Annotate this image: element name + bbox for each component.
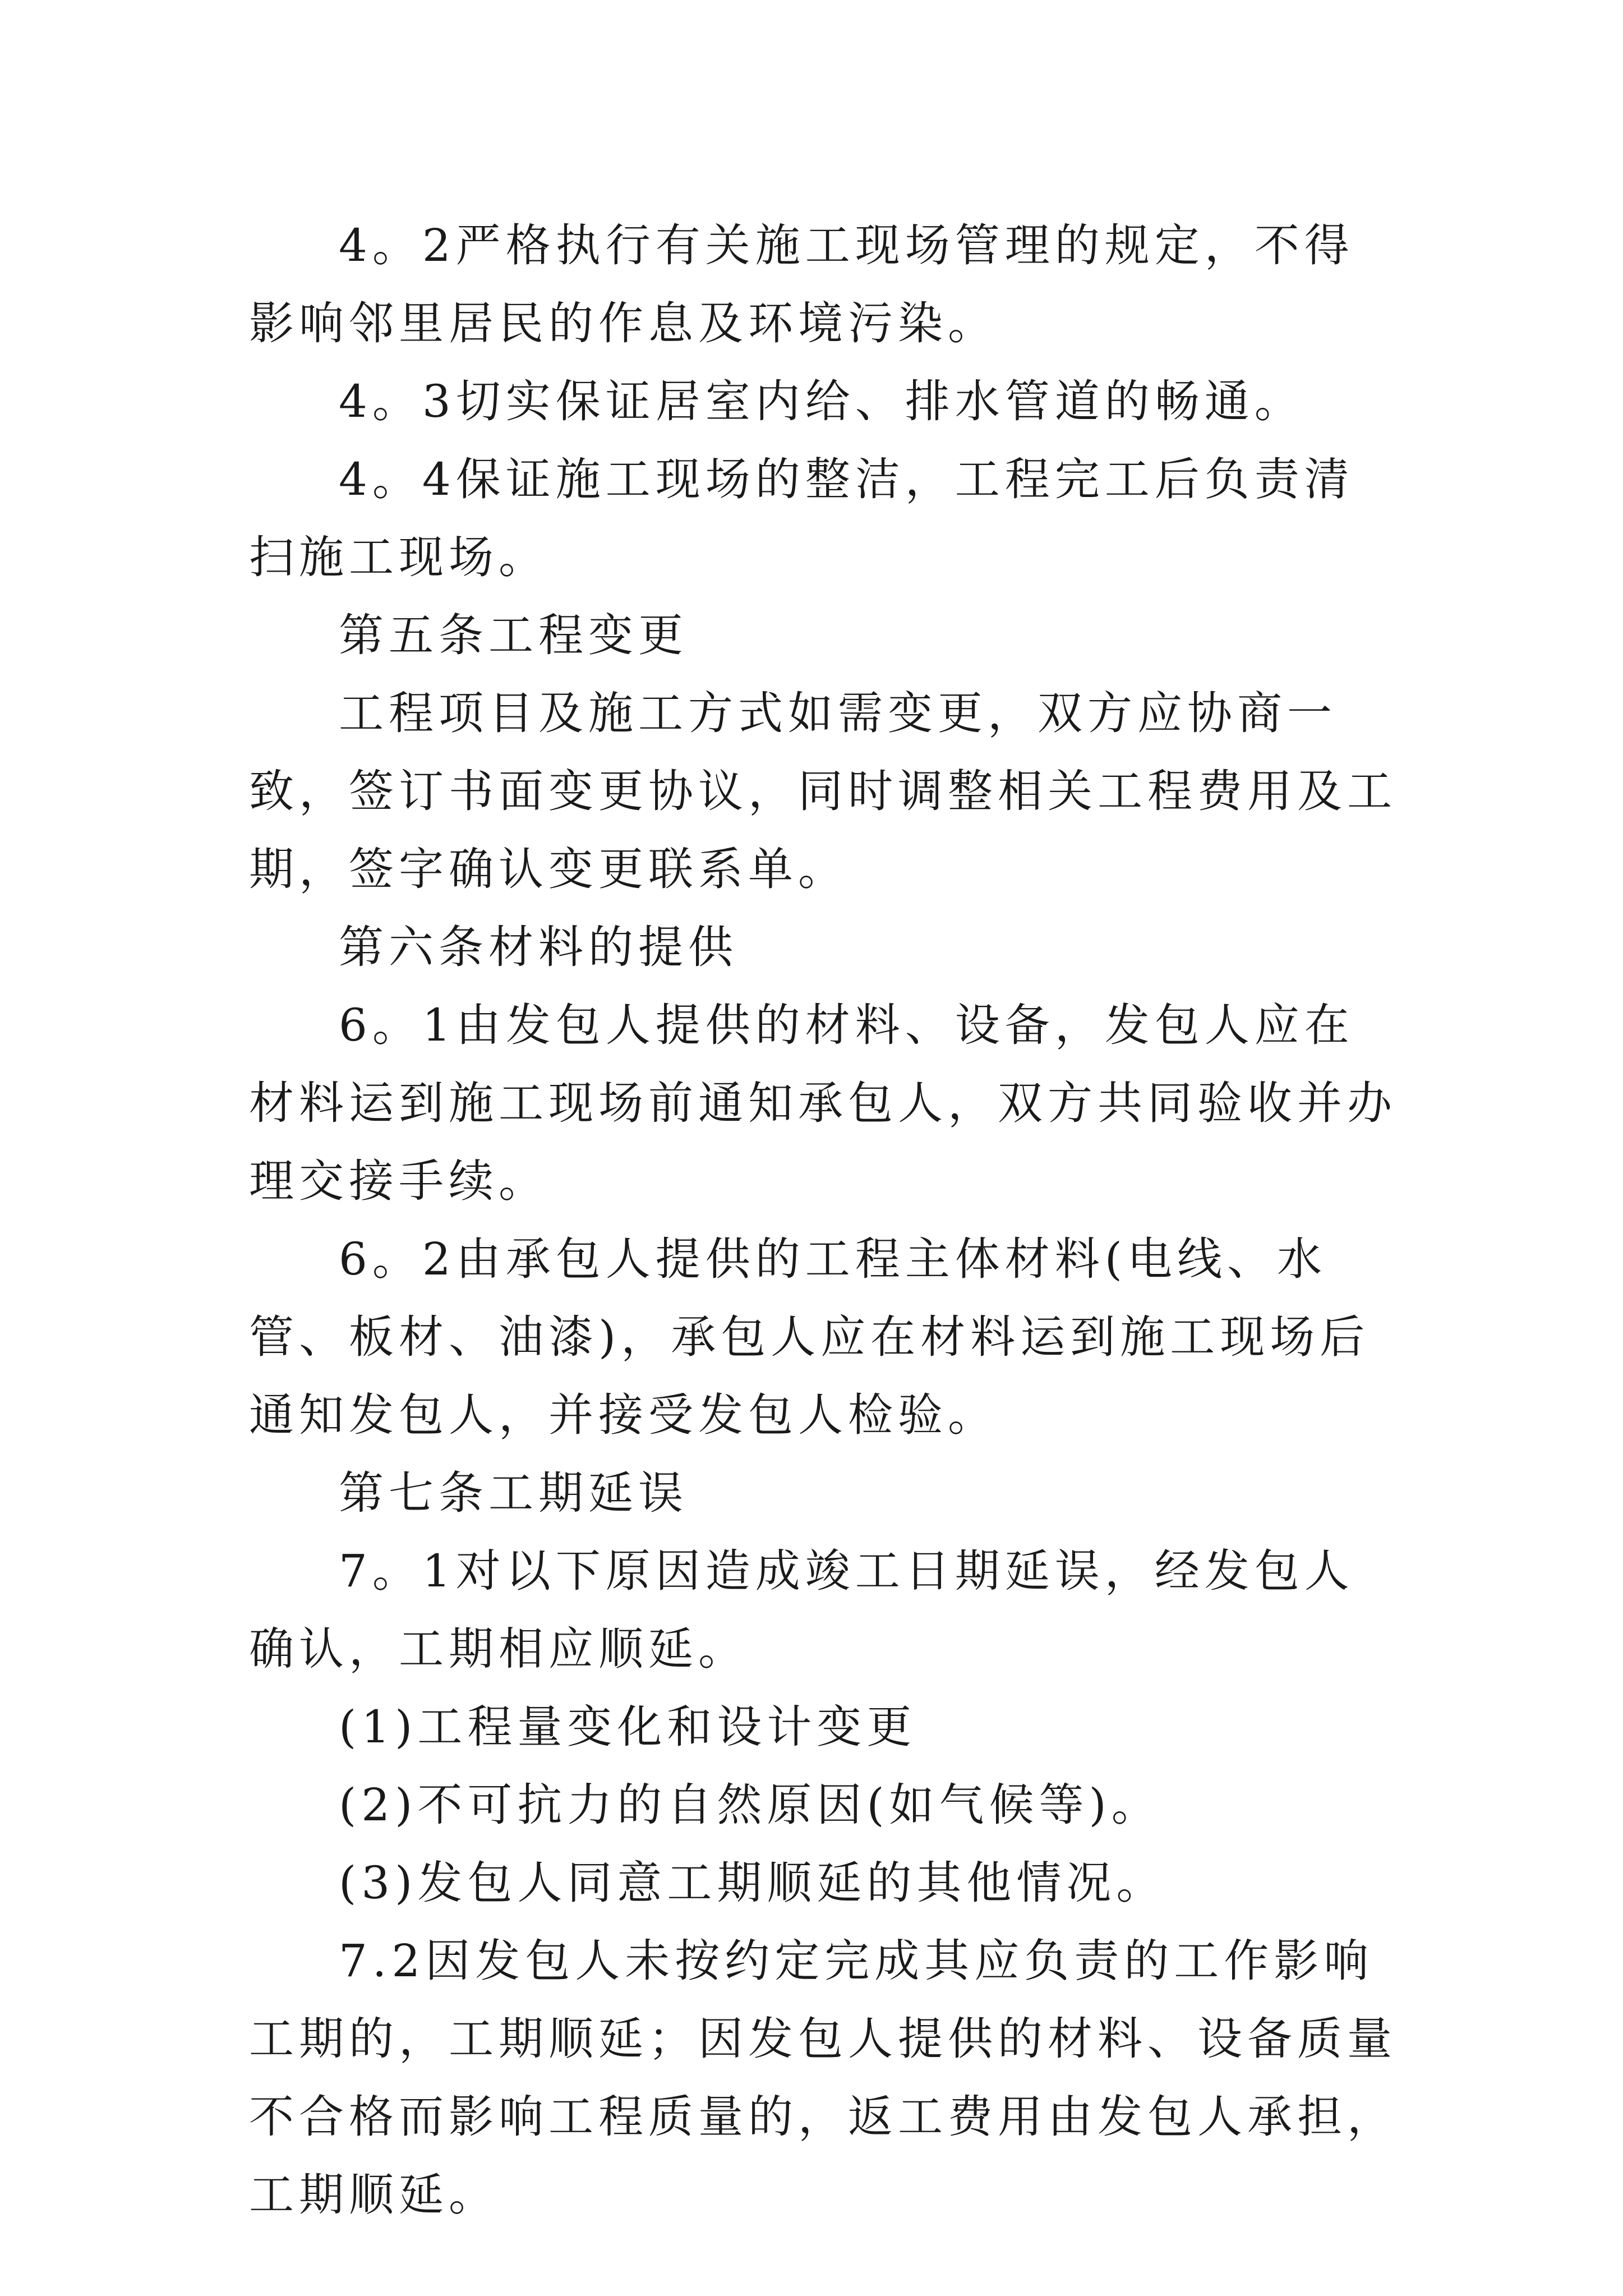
paragraph-4-3: 4。3切实保证居室内给、排水管道的畅通。 [339,375,1304,427]
paragraph-4-4: 4。4保证施工现场的整洁，工程完工后负责清扫施工现场。 [249,453,1354,583]
paragraph-4-2: 4。2严格执行有关施工现场管理的规定，不得影响邻里居民的作息及环境污染。 [249,219,1354,349]
document-body [249,206,1399,2234]
paragraph-6-2: 6。2由承包人提供的工程主体材料(电线、水管、板材、油漆)，承包人应在材料运到施工现场后通知发包人，并接受发包人检验。 [249,1233,1370,1441]
paragraph-6-1: 6。1由发包人提供的材料、设备，发包人应在材料运到施工现场前通知承包人，双方共同验收并办理交接手续。 [249,999,1397,1207]
list-item-3: (3)发包人同意工期顺延的其他情况。 [339,1857,1166,1909]
list-item-1: (1)工程量变化和设计变更 [339,1701,917,1753]
paragraph-7-1: 7。1对以下原因造成竣工日期延误，经发包人确认，工期相应顺延。 [249,1545,1354,1675]
heading-article-5: 第五条工程变更 [339,609,688,661]
heading-article-7: 第七条工期延误 [339,1467,688,1519]
paragraph-article-5-body: 工程项目及施工方式如需变更，双方应协商一致，签订书面变更协议，同时调整相关工程费用及工期，签字确认变更联系单。 [249,687,1397,895]
paragraph-7-2: 7.2因发包人未按约定完成其应负责的工作影响工期的，工期顺延；因发包人提供的材料、设备质量不合格而影响工程质量的，返工费用由发包人承担，工期顺延。 [249,1935,1397,2221]
heading-article-6: 第六条材料的提供 [339,921,738,973]
list-item-2: (2)不可抗力的自然原因(如气候等)。 [339,1779,1161,1831]
